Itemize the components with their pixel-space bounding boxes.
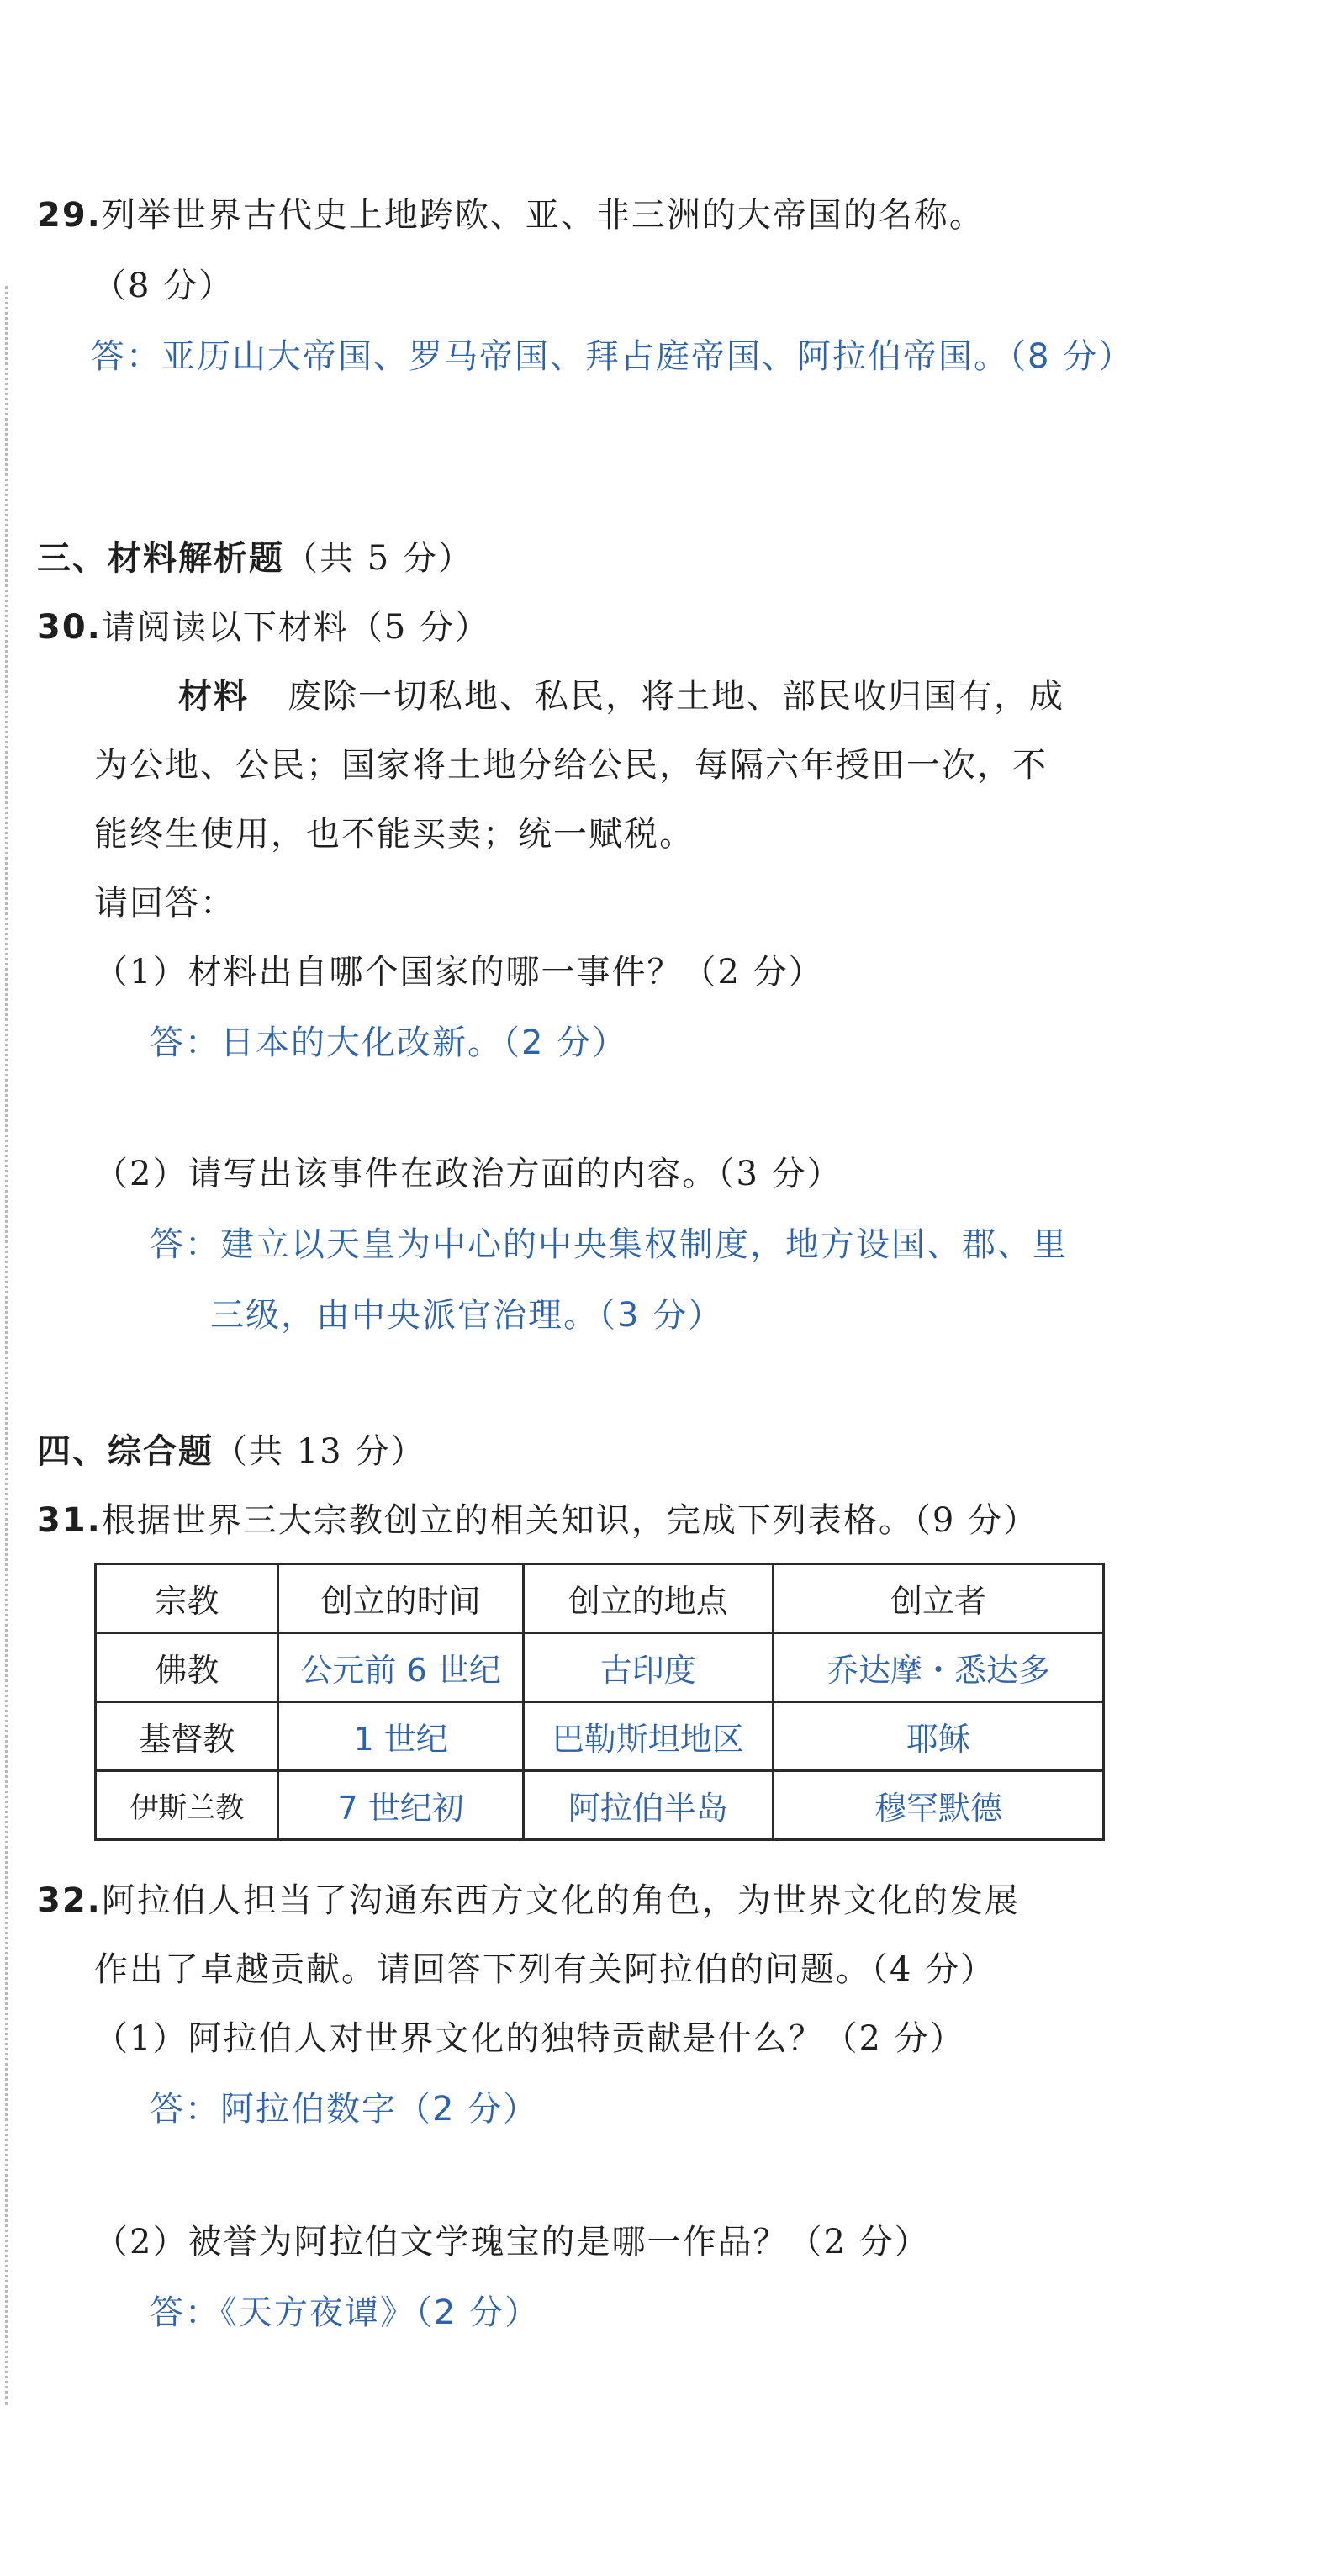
table-header-place: 创立的地点 bbox=[523, 1564, 773, 1633]
binding-margin-dots bbox=[5, 286, 8, 2405]
table-header-row bbox=[96, 1564, 1104, 1633]
q30-sub2: （2）请写出该事件在政治方面的内容。（3 分） bbox=[94, 1155, 842, 1193]
q32-line1 bbox=[37, 1877, 1020, 1924]
q32-number: 32. bbox=[37, 1881, 102, 1920]
section3-note: （共 5 分） bbox=[284, 539, 473, 578]
table-header-founder: 创立者 bbox=[773, 1564, 1103, 1633]
table-header-religion: 宗教 bbox=[96, 1564, 278, 1633]
q32-text-line2: 作出了卓越贡献。请回答下列有关阿拉伯的问题。（4 分） bbox=[94, 1950, 996, 1989]
q30-number: 30. bbox=[37, 608, 102, 647]
table-row bbox=[96, 1702, 1104, 1771]
religion-cell: 伊斯兰教 bbox=[96, 1771, 278, 1840]
q30-material-label: 材料 bbox=[178, 677, 249, 716]
q32-answer2: 答：《天方夜谭》（2 分） bbox=[150, 2293, 541, 2332]
q30-answer2-line2: 三级，由中央派官治理。（3 分） bbox=[210, 1296, 724, 1335]
section3-title: 三、材料解析题 bbox=[37, 539, 284, 578]
q30-text: 请阅读以下材料（5 分） bbox=[101, 608, 491, 647]
q29-text: 列举世界古代史上地跨欧、亚、非三洲的大帝国的名称。 bbox=[101, 196, 985, 235]
q29-points: （8 分） bbox=[92, 267, 235, 305]
place-cell: 阿拉伯半岛 bbox=[523, 1771, 773, 1840]
q30-answer1: 答：日本的大化改新。（2 分） bbox=[150, 1024, 628, 1062]
time-cell: 1 世纪 bbox=[278, 1702, 523, 1771]
time-cell: 公元前 6 世纪 bbox=[278, 1633, 523, 1702]
q30-line1 bbox=[37, 604, 490, 651]
place-cell: 古印度 bbox=[523, 1633, 773, 1702]
religion-cell: 佛教 bbox=[96, 1633, 278, 1702]
q30-answer2-line1: 答：建立以天皇为中心的中央集权制度，地方设国、郡、里 bbox=[150, 1225, 1068, 1264]
time-cell: 7 世纪初 bbox=[278, 1771, 523, 1840]
q30-material-text1: 废除一切私地、私民，将土地、部民收归国有，成 bbox=[288, 677, 1064, 716]
place-cell: 巴勒斯坦地区 bbox=[523, 1702, 773, 1771]
q31-line1 bbox=[37, 1497, 1038, 1544]
founder-cell: 穆罕默德 bbox=[773, 1771, 1103, 1840]
q30-material-line2: 为公地、公民；国家将土地分给公民，每隔六年授田一次，不 bbox=[94, 746, 1048, 785]
q32-sub1: （1）阿拉伯人对世界文化的独特贡献是什么？（2 分） bbox=[94, 2019, 965, 2058]
section4-heading bbox=[37, 1428, 425, 1475]
q29-line1 bbox=[37, 192, 985, 239]
q29-number: 29. bbox=[37, 196, 102, 235]
religion-cell: 基督教 bbox=[96, 1702, 278, 1771]
table-row bbox=[96, 1771, 1104, 1840]
q30-sub1: （1）材料出自哪个国家的哪一事件？（2 分） bbox=[94, 953, 824, 992]
q29-answer: 答：亚历山大帝国、罗马帝国、拜占庭帝国、阿拉伯帝国。（8 分） bbox=[91, 337, 1134, 376]
table-header-time: 创立的时间 bbox=[278, 1564, 523, 1633]
founder-cell: 耶稣 bbox=[773, 1702, 1103, 1771]
q31-text: 根据世界三大宗教创立的相关知识，完成下列表格。（9 分） bbox=[101, 1501, 1039, 1540]
q30-prompt: 请回答： bbox=[94, 884, 235, 923]
section4-title: 四、综合题 bbox=[37, 1432, 214, 1471]
q32-text1: 阿拉伯人担当了沟通东西方文化的角色，为世界文化的发展 bbox=[101, 1881, 1020, 1920]
table-row bbox=[96, 1633, 1104, 1702]
q31-number: 31. bbox=[37, 1501, 102, 1540]
q32-answer1: 答：阿拉伯数字（2 分） bbox=[150, 2090, 539, 2129]
founder-cell: 乔达摩・悉达多 bbox=[773, 1633, 1103, 1702]
q32-sub2: （2）被誉为阿拉伯文学瑰宝的是哪一作品？（2 分） bbox=[94, 2223, 930, 2261]
q30-material-line3: 能终生使用，也不能买卖；统一赋税。 bbox=[94, 815, 695, 854]
religions-table bbox=[94, 1563, 1105, 1841]
q30-material-line1 bbox=[178, 673, 1064, 720]
section3-heading bbox=[37, 535, 473, 582]
section4-note: （共 13 分） bbox=[214, 1432, 426, 1471]
